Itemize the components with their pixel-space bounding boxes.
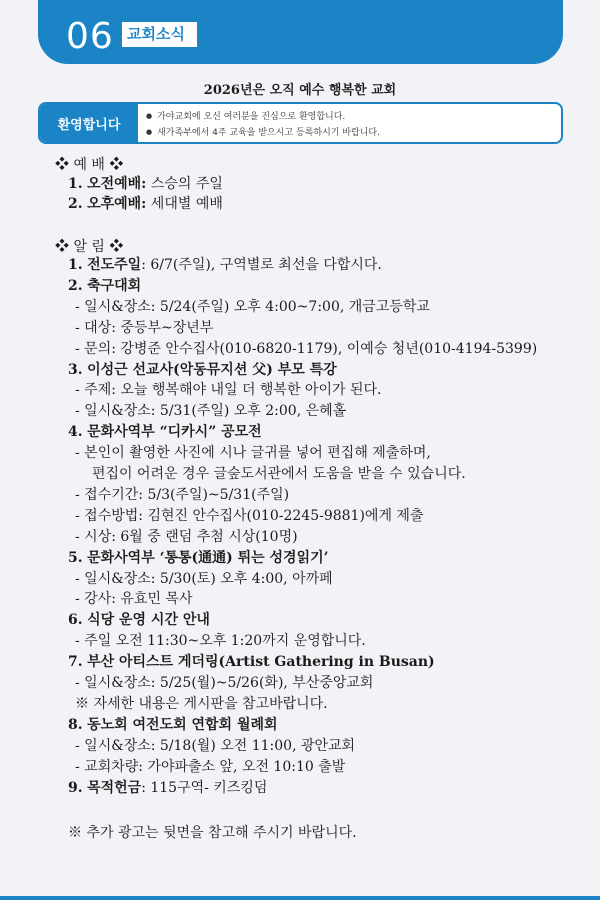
item-text: : 6/7(주일), 구역별로 최선을 다합시다. xyxy=(141,257,382,273)
worship-item xyxy=(68,195,223,213)
welcome-item: ● 새가족부에서 4주 교육을 받으시고 등록하시기 바랍니다. xyxy=(146,125,380,141)
item-title: 동노회 여전도회 연합회 월례회 xyxy=(87,716,278,733)
notice-detail: - 접수방법: 김현진 안수집사(010-2245-9881)에게 제출 xyxy=(75,507,424,524)
page-title: 2026년은 오직 예수 행복한 교회 xyxy=(203,83,397,98)
notice-detail: - 대상: 중등부~장년부 xyxy=(75,319,214,336)
item-title: 문화사역부 ‘통통(通通) 튀는 성경읽기’ xyxy=(87,549,329,566)
item-number: 4. xyxy=(68,424,83,441)
item-number: 6. xyxy=(68,612,83,629)
notice-detail: - 주제: 오늘 행복해야 내일 더 행복한 아이가 된다. xyxy=(75,382,382,399)
welcome-box xyxy=(38,102,563,144)
section-title: 교회소식 xyxy=(122,22,197,47)
notice-detail: 편집이 어려운 경우 글숲도서관에서 도움을 받을 수 있습니다. xyxy=(92,466,466,482)
welcome-label: 환영합니다 xyxy=(40,104,138,142)
notice-item xyxy=(68,361,337,379)
item-title: 부산 아티스트 게더링(Artist Gathering in Busan) xyxy=(87,654,435,671)
bottom-rule xyxy=(0,896,600,900)
notice-detail: - 본인이 촬영한 사진에 시나 글귀를 넣어 편집해 제출하며, xyxy=(75,445,431,462)
item-text: 세대별 예배 xyxy=(146,196,223,212)
item-number: 9. xyxy=(68,779,83,796)
notice-detail: - 문의: 강병준 안수집사(010-6820-1179), 이예승 청년(010-4194-5399) xyxy=(75,340,538,357)
worship-item xyxy=(68,175,223,193)
item-number: 5. xyxy=(68,549,83,566)
notice-item xyxy=(68,256,382,274)
item-text: : 115구역- 키즈킹덤 xyxy=(141,779,268,796)
notice-item xyxy=(68,549,329,567)
notice-item xyxy=(68,423,262,441)
item-text: 스승의 주일 xyxy=(146,176,223,192)
item-title: 오전예배: xyxy=(87,176,147,192)
notice-item xyxy=(68,277,141,295)
item-title: 식당 운영 시간 안내 xyxy=(87,612,210,629)
item-number: 1. xyxy=(68,257,83,273)
notice-item xyxy=(68,611,210,629)
notice-detail: - 접수기간: 5/3(주일)~5/31(주일) xyxy=(75,486,290,503)
notice-detail: - 강사: 유효민 목사 xyxy=(75,591,193,608)
item-number: 8. xyxy=(68,716,83,733)
notice-detail: - 시상: 6월 중 랜덤 추첨 시상(10명) xyxy=(75,528,298,545)
welcome-item: ● 가야교회에 오신 여러분을 진심으로 환영합니다. xyxy=(146,109,380,125)
footer-note: ※ 추가 광고는 뒷면을 참고해 주시기 바랍니다. xyxy=(68,825,357,841)
notice-detail: ※ 자세한 내용은 게시판을 참고바랍니다. xyxy=(75,695,328,712)
item-number: 7. xyxy=(68,654,83,671)
item-title: 문화사역부 “디카시” 공모전 xyxy=(87,424,262,441)
notice-item xyxy=(68,716,278,734)
notices-heading: ❖ 알 림 ❖ xyxy=(55,239,124,255)
notice-detail: - 일시&장소: 5/18(월) 오전 11:00, 광안교회 xyxy=(75,737,356,754)
header-bar xyxy=(38,0,563,64)
notice-detail: - 일시&장소: 5/24(주일) 오후 4:00~7:00, 개금고등학교 xyxy=(75,298,430,315)
item-title: 목적헌금 xyxy=(87,779,142,796)
notice-detail: - 일시&장소: 5/30(토) 오후 4:00, 아까페 xyxy=(75,570,333,587)
item-title: 이성근 선교사(악동뮤지션 父) 부모 특강 xyxy=(87,361,337,378)
notice-detail: - 일시&장소: 5/31(주일) 오후 2:00, 은혜홀 xyxy=(75,403,347,420)
worship-heading: ❖ 예 배 ❖ xyxy=(55,157,124,173)
notice-item xyxy=(68,653,435,671)
notice-detail: - 교회차량: 가야파출소 앞, 오전 10:10 출발 xyxy=(75,758,346,775)
welcome-list xyxy=(146,109,380,141)
item-number: 3. xyxy=(68,361,83,378)
item-number: 2. xyxy=(68,277,83,294)
section-number: 06 xyxy=(66,16,114,57)
item-number: 1. xyxy=(68,176,83,192)
notice-detail: - 일시&장소: 5/25(월)~5/26(화), 부산중앙교회 xyxy=(75,675,374,691)
item-number: 2. xyxy=(68,196,83,212)
notice-detail: - 주일 오전 11:30~오후 1:20까지 운영합니다. xyxy=(75,633,366,650)
item-title: 전도주일 xyxy=(87,257,142,273)
notice-item xyxy=(68,779,267,797)
item-title: 오후예배: xyxy=(87,196,147,212)
item-title: 축구대회 xyxy=(87,277,142,294)
